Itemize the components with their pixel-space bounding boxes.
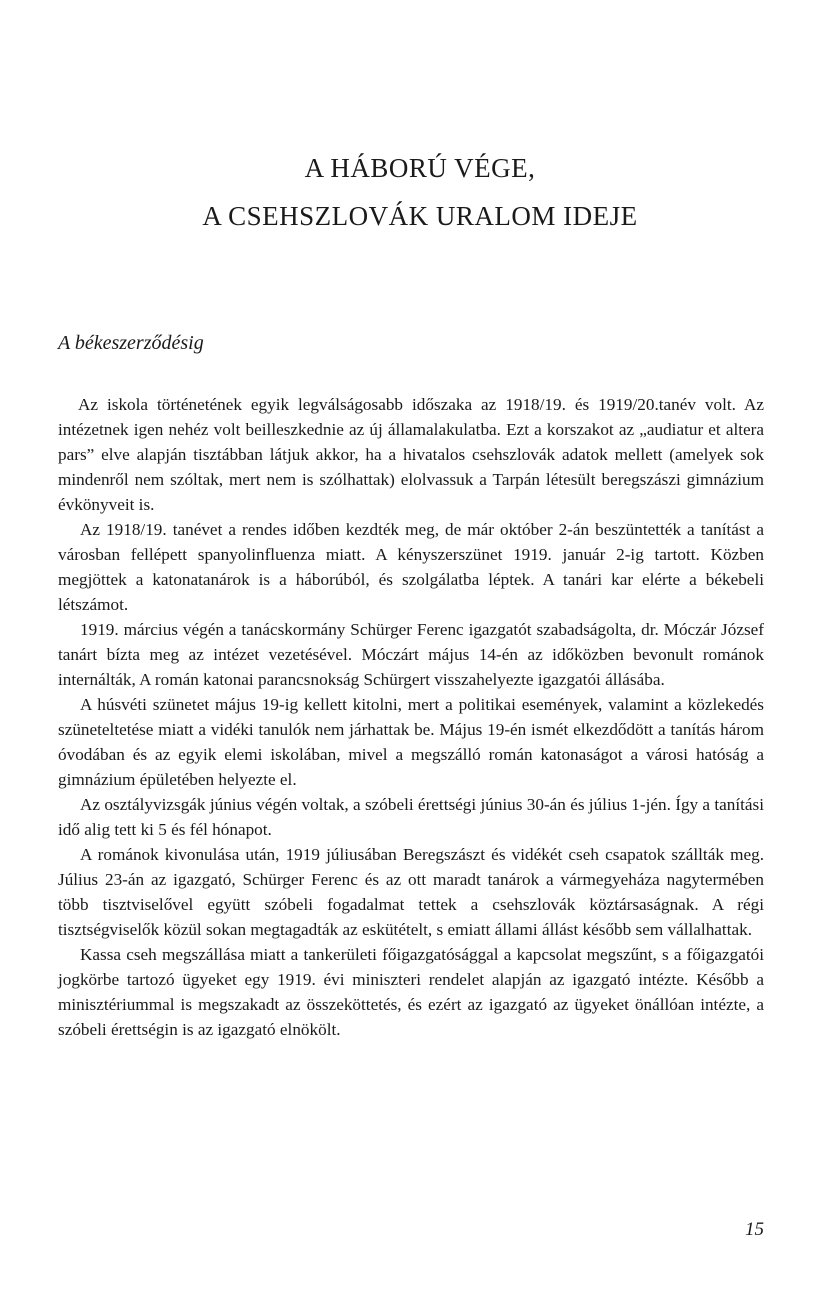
chapter-title-line-1: A HÁBORÚ VÉGE,	[304, 153, 536, 183]
paragraph-4: A húsvéti szünetet május 19-ig kellett kitolni, mert a politikai események, valamint a közlekedés szüneteltetése miatt a vidéki tanulók nem járhattak be. Május 19-én ismét elkezdődött a tanítás három óvodában és az egyik elemi iskolában, mivel a megszálló román katonaságot a városi hatóság a gimnázium épületében helyezte el.	[58, 695, 764, 789]
page-number: 15	[745, 1219, 764, 1240]
paragraph-5: Az osztályvizsgák június végén voltak, a szóbeli érettségi június 30-án és július 1-jén. Így a tanítási idő alig tett ki 5 és fél hónapot.	[58, 795, 764, 839]
section-heading: A békeszerződésig	[58, 332, 204, 354]
paragraph-6: A románok kivonulása után, 1919 júliusában Beregszászt és vidékét cseh csapatok szállták meg. Július 23-án az igazgató, Schürger Ferenc és az ott maradt tanárok a vármegyeháza nagytermében több tisztviselővel együtt szóbeli fogadalmat tettek a csehszlovák köztársaságnak. A régi tisztségviselők közül sokan megtagadták az eskütételt, s emiatt állami állást később sem vállalhattak.	[58, 845, 764, 939]
paragraph-7: Kassa cseh megszállása miatt a tankerületi főigazgatósággal a kapcsolat megszűnt, s a főigazgatói jogkörbe tartozó ügyeket egy 1919. évi miniszteri rendelet alapján az igazgató intézte. Később a minisztériummal is megszakadt az összeköttetés, és ezért az igazgató az ügyeket önállóan intézte, a szóbeli érettségin is az igazgató elnökölt.	[58, 945, 764, 1039]
paragraph-3: 1919. március végén a tanácskormány Schürger Ferenc igazgatót szabadságolta, dr. Móczár József tanárt bízta meg az intézet vezetésével. Móczárt május 14-én az időközben bevonult románok internálták, A román katonai parancsnokság Schürgert visszahelyezte igazgatói állásába.	[58, 620, 764, 689]
paragraph-1: Az iskola történetének egyik legválságosabb időszaka az 1918/19. és 1919/20.tanév volt. Az intézetnek igen nehéz volt beilleszkednie az új államalakulatba. Ezt a korszakot az „audiatur et altera pars” elve alapján tisztábban látjuk akkor, ha a hivatalos csehszlovák adatok mellett (amelyek sok mindenről nem szóltak, mert nem is szólhattak) elolvassuk a Tarpán létesült beregszászi gimnázium évkönyveit is.	[58, 395, 764, 514]
paragraph-2: Az 1918/19. tanévet a rendes időben kezdték meg, de már október 2-án beszüntették a tanítást a városban fellépett spanyolinfluenza miatt. A kényszerszünet 1919. január 2-ig tartott. Közben megjöttek a katonatanárok is a háborúból, és szolgálatba léptek. A tanári kar elérte a békebeli létszámot.	[58, 520, 764, 614]
chapter-title-line-2: A CSEHSZLOVÁK URALOM IDEJE	[202, 201, 638, 231]
body-text	[58, 392, 764, 1042]
